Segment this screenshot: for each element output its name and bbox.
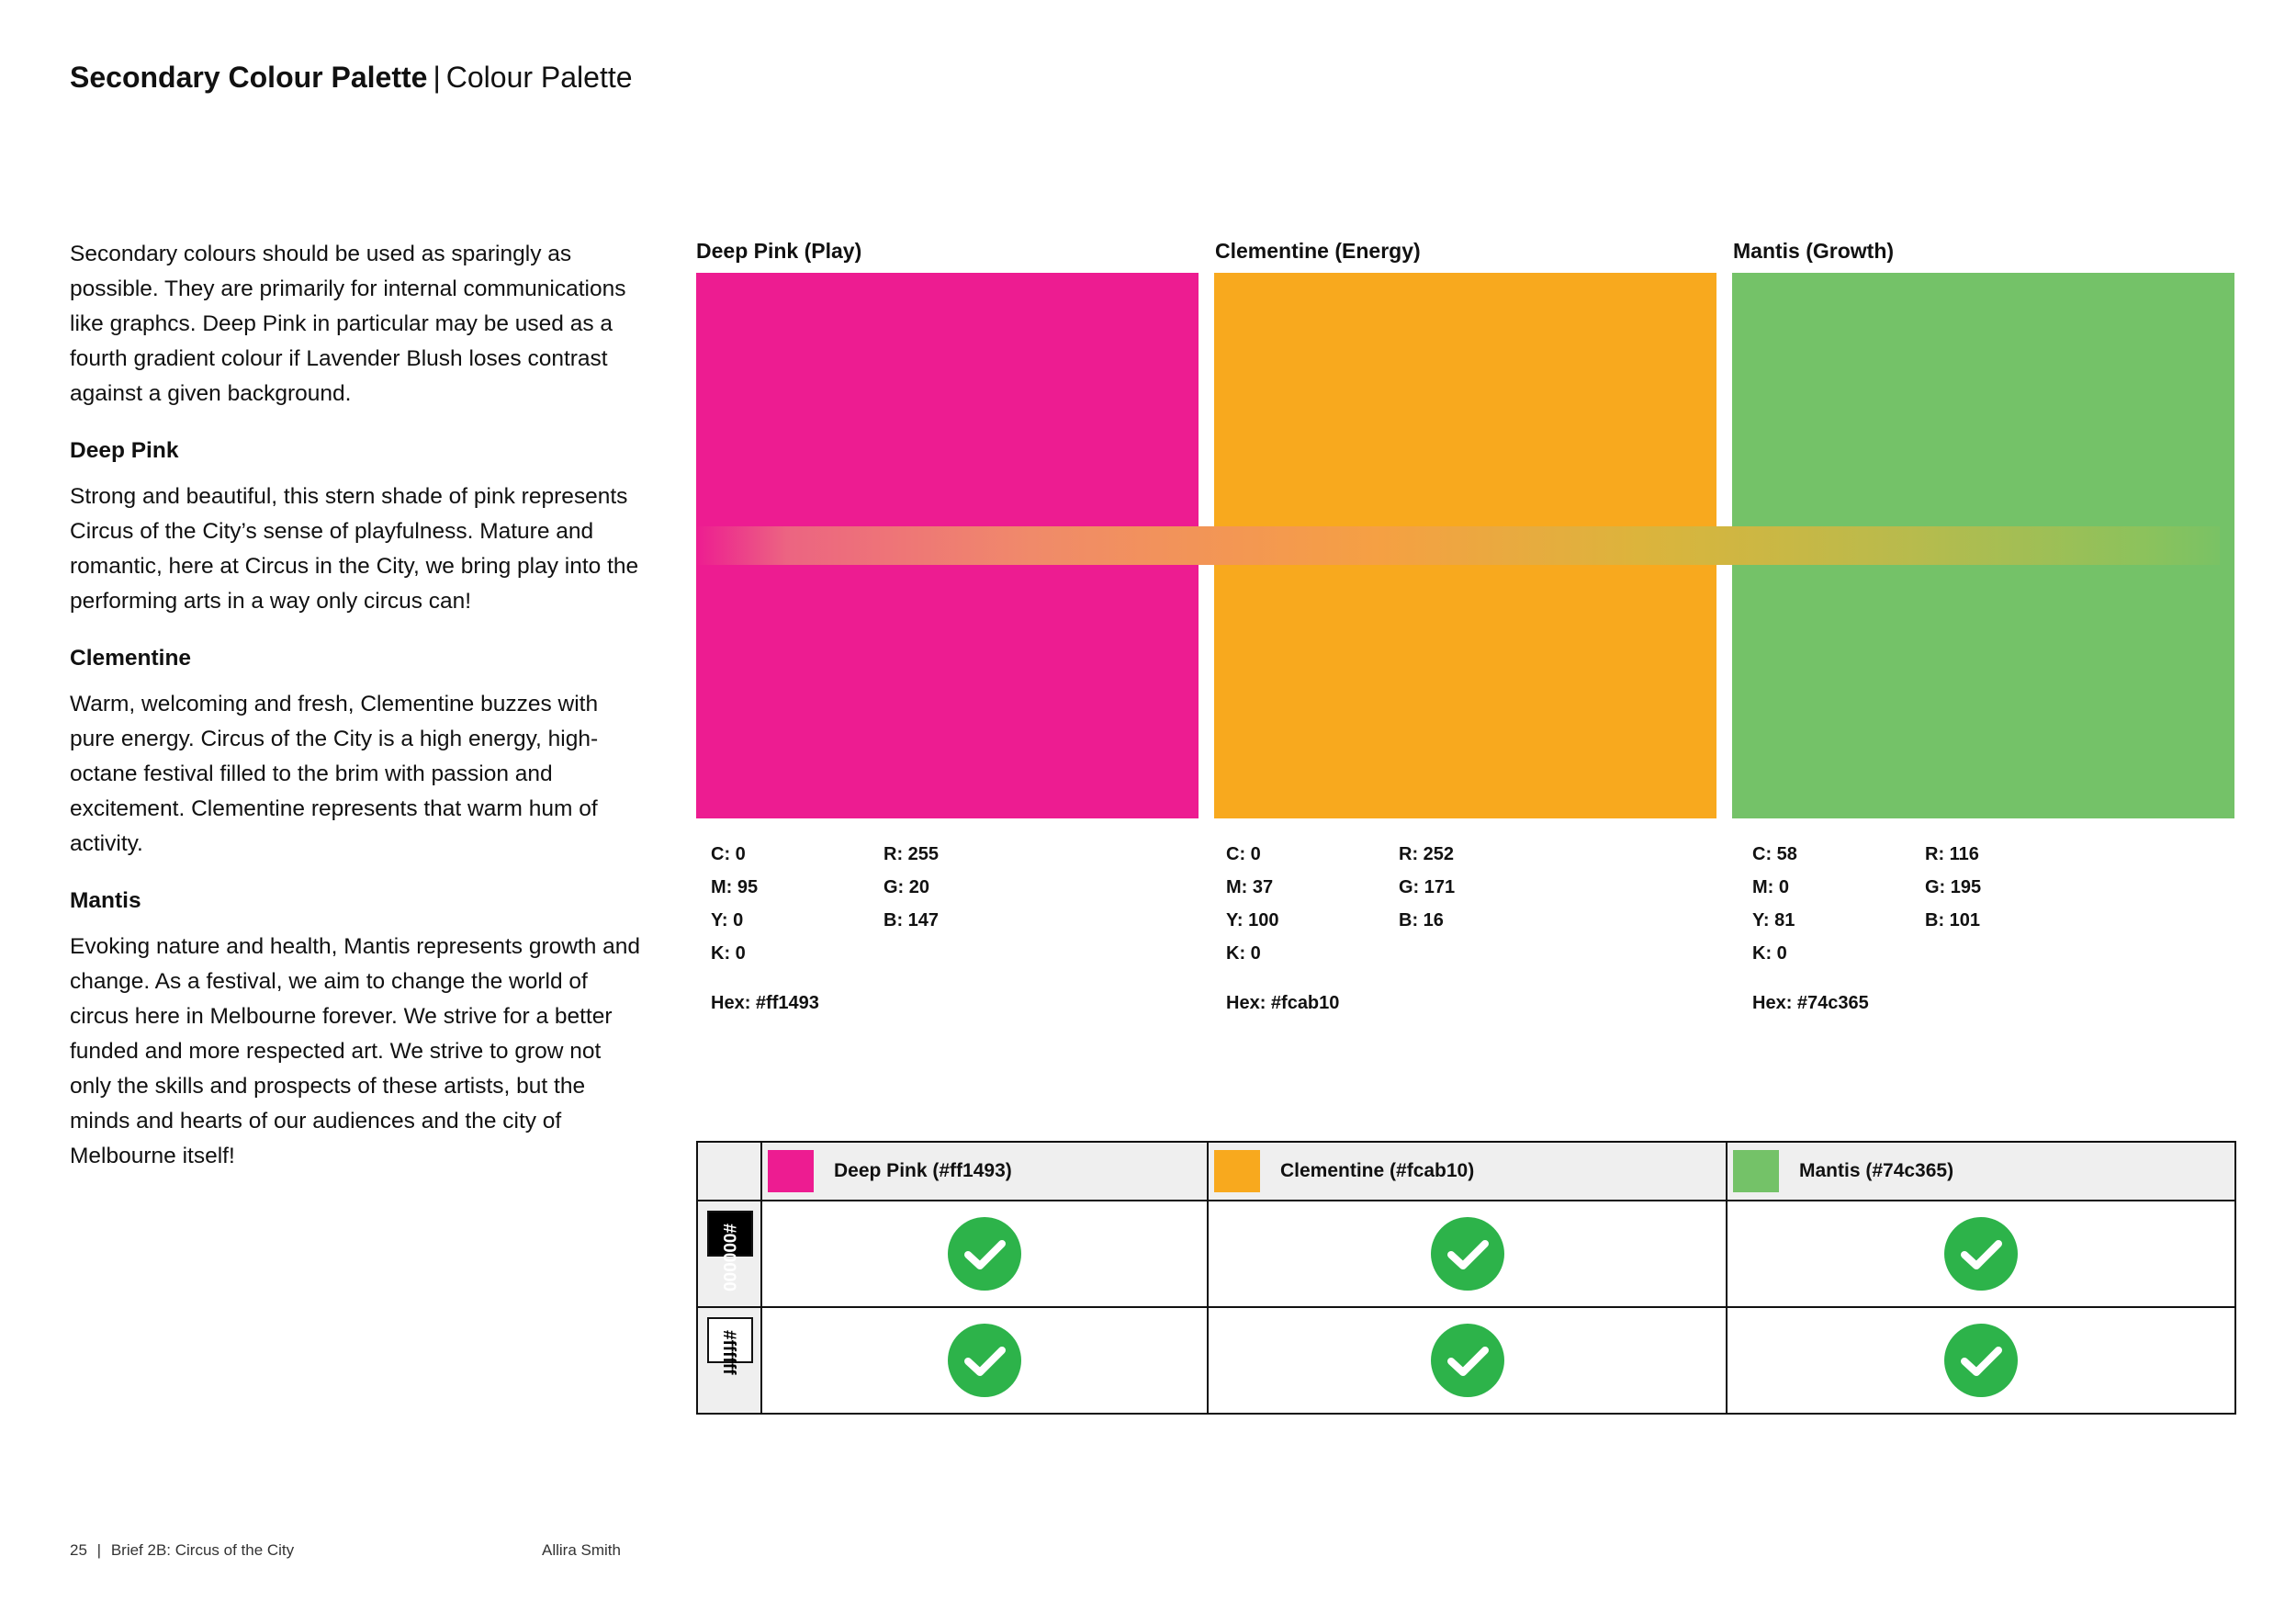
- check-circle-icon: [1431, 1324, 1504, 1397]
- page-subtitle: Colour Palette: [445, 61, 633, 94]
- intro-paragraph: Secondary colours should be used as sparingly as possible. They are primarily for internal communications like graphcs. Deep Pink in particular may be used as a fourth gradient colour if Lavender Blush loses contrast against a given background.: [70, 242, 626, 406]
- value-m: M: 37: [1226, 877, 1274, 897]
- table-corner-cell: [697, 1142, 761, 1201]
- table-header-row: [697, 1142, 2235, 1201]
- value-g: G: 20: [884, 877, 930, 897]
- table-cell: [1208, 1307, 1727, 1414]
- value-g: G: 171: [1399, 877, 1456, 897]
- value-hex: Hex: #fcab10: [1226, 993, 1340, 1013]
- color-chip: [1214, 1150, 1260, 1192]
- section-heading-mantis: Mantis: [70, 888, 141, 913]
- page-title: Secondary Colour Palette: [70, 61, 428, 94]
- header-separator: |: [433, 61, 441, 94]
- section-heading-deep-pink: Deep Pink: [70, 438, 179, 463]
- table-cell: [761, 1201, 1208, 1307]
- row-label-text: #000000: [719, 1224, 738, 1291]
- value-r: R: 116: [1925, 844, 1979, 864]
- section-body-clementine: Warm, welcoming and fresh, Clementine buzzes with pure energy. Circus of the City is a high energy, high-octane festival filled to the brim with passion and excitement. Clementine represents that warm hum of activity.: [70, 692, 599, 856]
- column-label: Clementine (#fcab10): [1280, 1160, 1475, 1181]
- value-g: G: 195: [1925, 877, 1982, 897]
- table-row: [697, 1307, 2235, 1414]
- value-k: K: 0: [1752, 943, 1787, 964]
- description-column: [70, 237, 644, 1174]
- section-heading-clementine: Clementine: [70, 646, 192, 671]
- check-circle-icon: [1944, 1217, 2018, 1291]
- row-label-black: [697, 1201, 761, 1307]
- value-b: B: 16: [1399, 910, 1444, 930]
- page-header: [70, 61, 633, 95]
- value-hex: Hex: #74c365: [1752, 993, 1869, 1013]
- gradient-bar: [695, 526, 2220, 565]
- value-c: C: 0: [711, 844, 746, 864]
- contrast-table: [696, 1141, 2236, 1415]
- check-circle-icon: [948, 1217, 1021, 1291]
- value-r: R: 252: [1399, 844, 1455, 864]
- table-cell: [1208, 1201, 1727, 1307]
- swatch-label-mantis: Mantis (Growth): [1733, 239, 1895, 263]
- value-k: K: 0: [1226, 943, 1261, 964]
- value-y: Y: 0: [711, 910, 744, 930]
- value-k: K: 0: [711, 943, 746, 964]
- value-c: C: 0: [1226, 844, 1261, 864]
- section-body-mantis: Evoking nature and health, Mantis represents growth and change. As a festival, we aim to change the world of circus here in Melbourne forever. We strive for a better funded and more respected art. We strive to grow not only the skills and prospects of these artists, but the minds and hearts of our audiences and the city of Melbourne itself!: [70, 934, 641, 1168]
- table-header-deep-pink: [761, 1142, 1208, 1201]
- table-header-mantis: [1727, 1142, 2235, 1201]
- footer-separator: |: [96, 1541, 102, 1559]
- value-y: Y: 81: [1752, 910, 1795, 930]
- color-chip: [1733, 1150, 1779, 1192]
- swatch-label-clementine: Clementine (Energy): [1215, 239, 1421, 263]
- check-circle-icon: [1944, 1324, 2018, 1397]
- column-label: Mantis (#74c365): [1799, 1160, 1954, 1181]
- value-m: M: 0: [1752, 877, 1789, 897]
- row-label-text: #ffffff: [719, 1330, 738, 1375]
- table-cell: [1727, 1201, 2235, 1307]
- table-cell: [1727, 1307, 2235, 1414]
- value-c: C: 58: [1752, 844, 1797, 864]
- table-row: [697, 1201, 2235, 1307]
- document-title: Brief 2B: Circus of the City: [110, 1541, 295, 1559]
- value-r: R: 255: [884, 844, 940, 864]
- value-y: Y: 100: [1226, 910, 1279, 930]
- color-chip: [768, 1150, 814, 1192]
- table-cell: [761, 1307, 1208, 1414]
- value-b: B: 101: [1925, 910, 1981, 930]
- footer-left: [70, 1541, 294, 1560]
- value-b: B: 147: [884, 910, 940, 930]
- value-hex: Hex: #ff1493: [711, 993, 819, 1013]
- check-circle-icon: [948, 1324, 1021, 1397]
- column-label: Deep Pink (#ff1493): [834, 1160, 1012, 1181]
- section-body-deep-pink: Strong and beautiful, this stern shade of pink represents Circus of the City’s sense of playfulness. Mature and romantic, here at Circus in the City, we bring play into the performing arts in a way only circus can!: [70, 484, 639, 614]
- footer-author: Allira Smith: [542, 1541, 621, 1559]
- row-label-white: [697, 1307, 761, 1414]
- check-circle-icon: [1431, 1217, 1504, 1291]
- page-number: 25: [70, 1541, 87, 1559]
- value-m: M: 95: [711, 877, 759, 897]
- swatch-label-deep-pink: Deep Pink (Play): [696, 239, 862, 263]
- table-header-clementine: [1208, 1142, 1727, 1201]
